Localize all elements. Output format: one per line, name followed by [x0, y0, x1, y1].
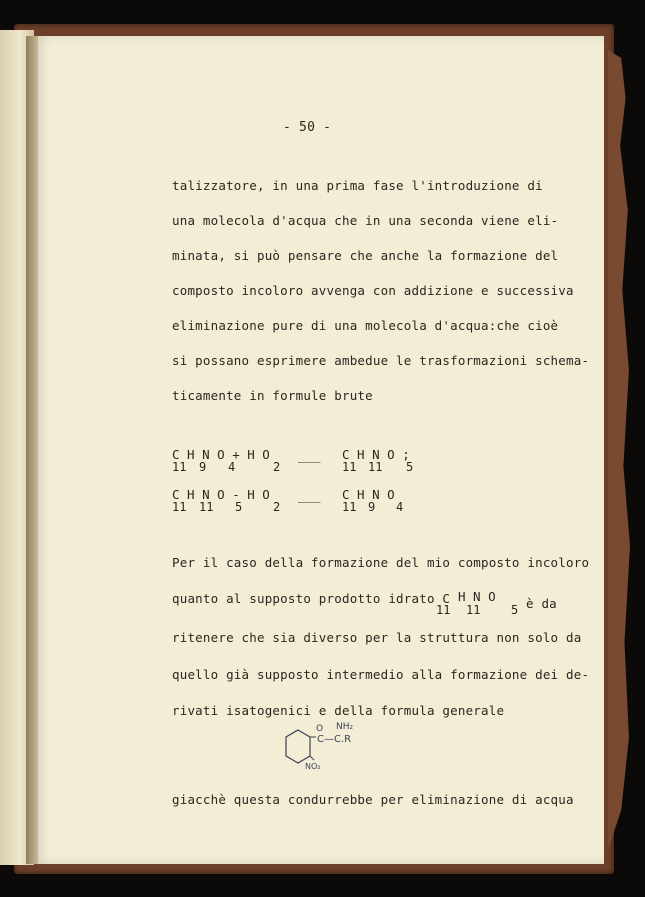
- para2-line-2a: quanto al supposto prodotto idrato C: [172, 591, 451, 606]
- para2-line-5: rivati isatogenici e della formula generale: [172, 703, 505, 718]
- para2-line-2b: è da: [526, 596, 557, 611]
- cover-torn-edge: [608, 50, 630, 850]
- formula-1-sub: 4: [228, 460, 236, 474]
- body-line-3: minata, si può pensare che anche la formazione del: [172, 248, 559, 263]
- formula-2-sub: 2: [273, 500, 281, 514]
- formula-2-sub: 11: [342, 500, 357, 514]
- formula-2-left: C H N O - H O: [172, 487, 270, 502]
- body-line-5: eliminazione pure di una molecola d'acqua:che cioè: [172, 318, 559, 333]
- formula-1-sub: 5: [406, 460, 414, 474]
- para2-formula-sub: 11: [466, 603, 481, 617]
- formula-1-right: C H N O ;: [342, 447, 410, 462]
- formula-1-left: C H N O + H O: [172, 447, 270, 462]
- formula-2-sub: 5: [235, 500, 243, 514]
- formula-1-arrow: ___: [298, 448, 321, 463]
- para2-line-4: quello già supposto intermedio alla formazione dei de-: [172, 667, 590, 682]
- page-number: - 50 -: [283, 120, 332, 135]
- body-line-4: composto incoloro avvenga con addizione e successiva: [172, 283, 574, 298]
- formula-1-sub: 11: [368, 460, 383, 474]
- formula-2-sub: 11: [199, 500, 214, 514]
- formula-2-sub: 11: [172, 500, 187, 514]
- para2-formula-sub: 11: [436, 603, 451, 617]
- para2-line-3: ritenere che sia diverso per la struttura non solo da: [172, 630, 582, 645]
- structure-label-no2: NO₂: [305, 762, 321, 771]
- structure-label-o: O: [316, 724, 324, 734]
- structure-label-chain: C—C.R: [317, 734, 352, 745]
- formula-2-sub: 9: [368, 500, 376, 514]
- formula-1-sub: 2: [273, 460, 281, 474]
- para2-formula-sub: 5: [511, 603, 519, 617]
- formula-2-right: C H N O: [342, 487, 395, 502]
- body-line-7: ticamente in formule brute: [172, 388, 373, 403]
- body-line-2: una molecola d'acqua che in una seconda viene eli-: [172, 213, 559, 228]
- para2-formula: H N O: [458, 589, 496, 604]
- last-line: giacchè questa condurrebbe per eliminazione di acqua: [172, 792, 574, 807]
- formula-2-arrow: ___: [298, 488, 321, 503]
- formula-1-sub: 11: [342, 460, 357, 474]
- formula-1-sub: 11: [172, 460, 187, 474]
- formula-2-sub: 4: [396, 500, 404, 514]
- para2-line-1: Per il caso della formazione del mio composto incoloro: [172, 555, 590, 570]
- body-line-6: si possano esprimere ambedue le trasformazioni schema-: [172, 353, 590, 368]
- formula-1-sub: 9: [199, 460, 207, 474]
- body-line-1: talizzatore, in una prima fase l'introduzione di: [172, 178, 543, 193]
- page-gutter: [26, 36, 38, 864]
- structure-label-nh2: NH₂: [336, 722, 354, 732]
